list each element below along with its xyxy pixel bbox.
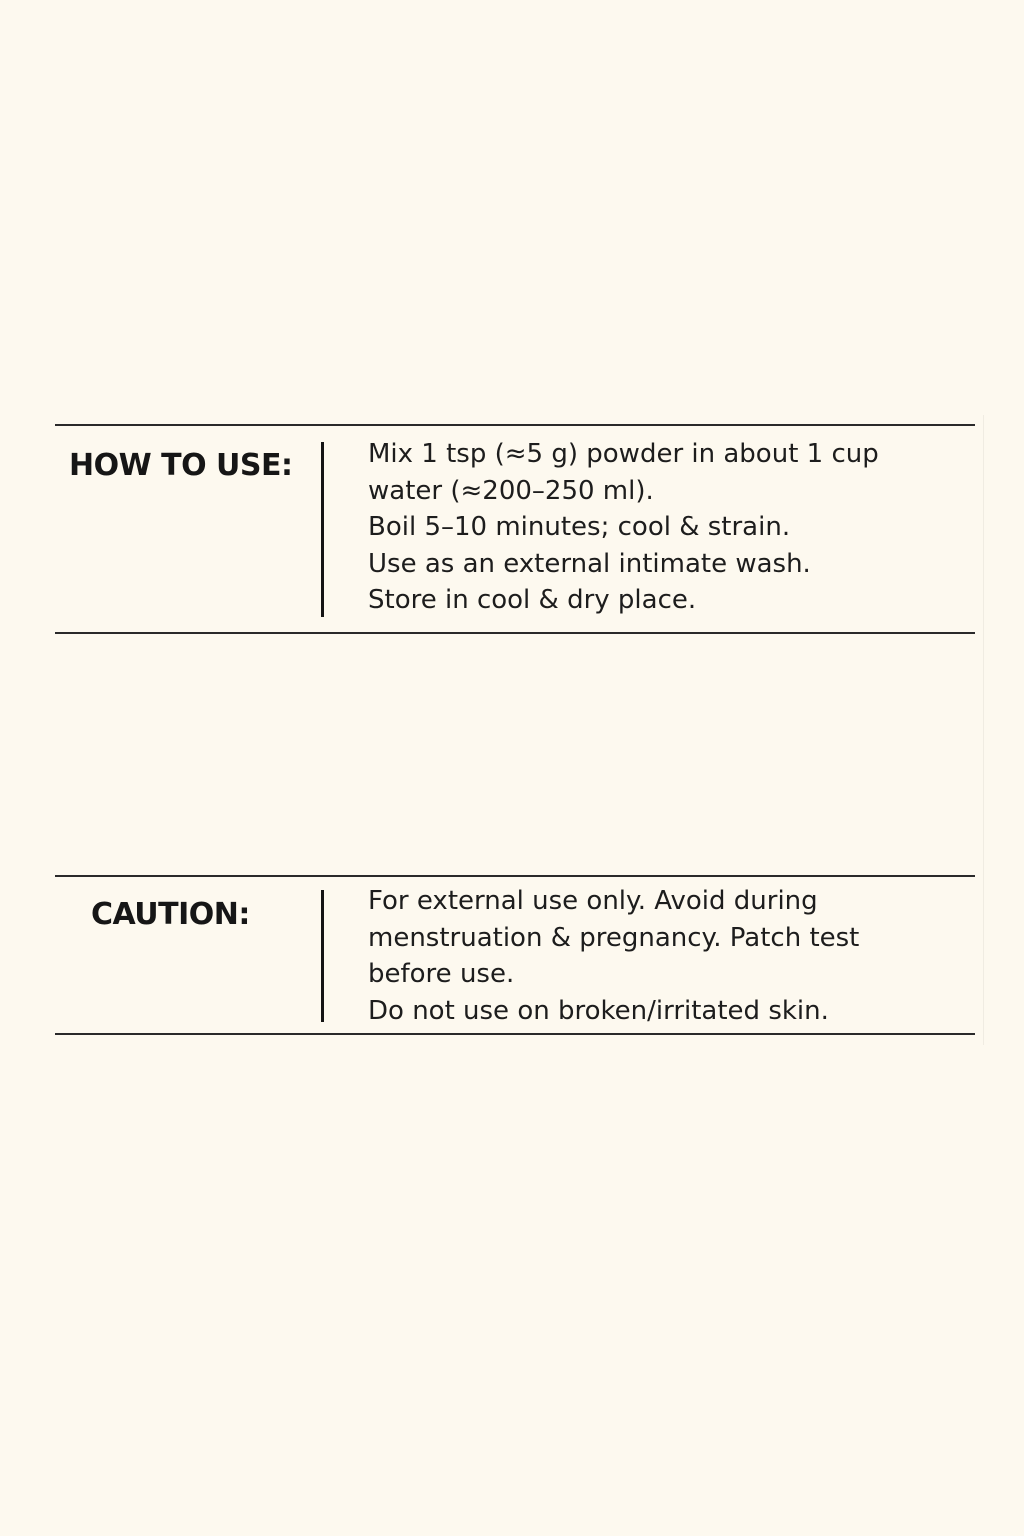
caution-line: For external use only. Avoid during	[368, 886, 818, 916]
instruction-line: Mix 1 tsp (≈5 g) powder in about 1 cup	[368, 439, 879, 469]
caution-line: before use.	[368, 959, 515, 989]
instruction-line: Boil 5–10 minutes; cool & strain.	[368, 512, 791, 542]
caution-heading: CAUTION:	[91, 897, 250, 932]
how-to-use-label-column	[55, 426, 321, 632]
caution-section	[55, 875, 975, 1035]
panel-edge-shadow	[983, 415, 984, 1045]
how-to-use-text	[324, 426, 975, 632]
how-to-use-section	[55, 424, 975, 634]
instruction-line: Use as an external intimate wash.	[368, 548, 811, 579]
instruction-line: water (≈200–250 ml).	[368, 475, 654, 506]
caution-line: Do not use on broken/irritated skin.	[368, 995, 829, 1026]
instruction-line: Store in cool & dry place.	[368, 585, 697, 615]
caution-label-column	[55, 877, 321, 1033]
how-to-use-heading: HOW TO USE:	[69, 448, 293, 483]
caution-text	[324, 877, 975, 1033]
caution-line: menstruation & pregnancy. Patch test	[368, 922, 860, 953]
